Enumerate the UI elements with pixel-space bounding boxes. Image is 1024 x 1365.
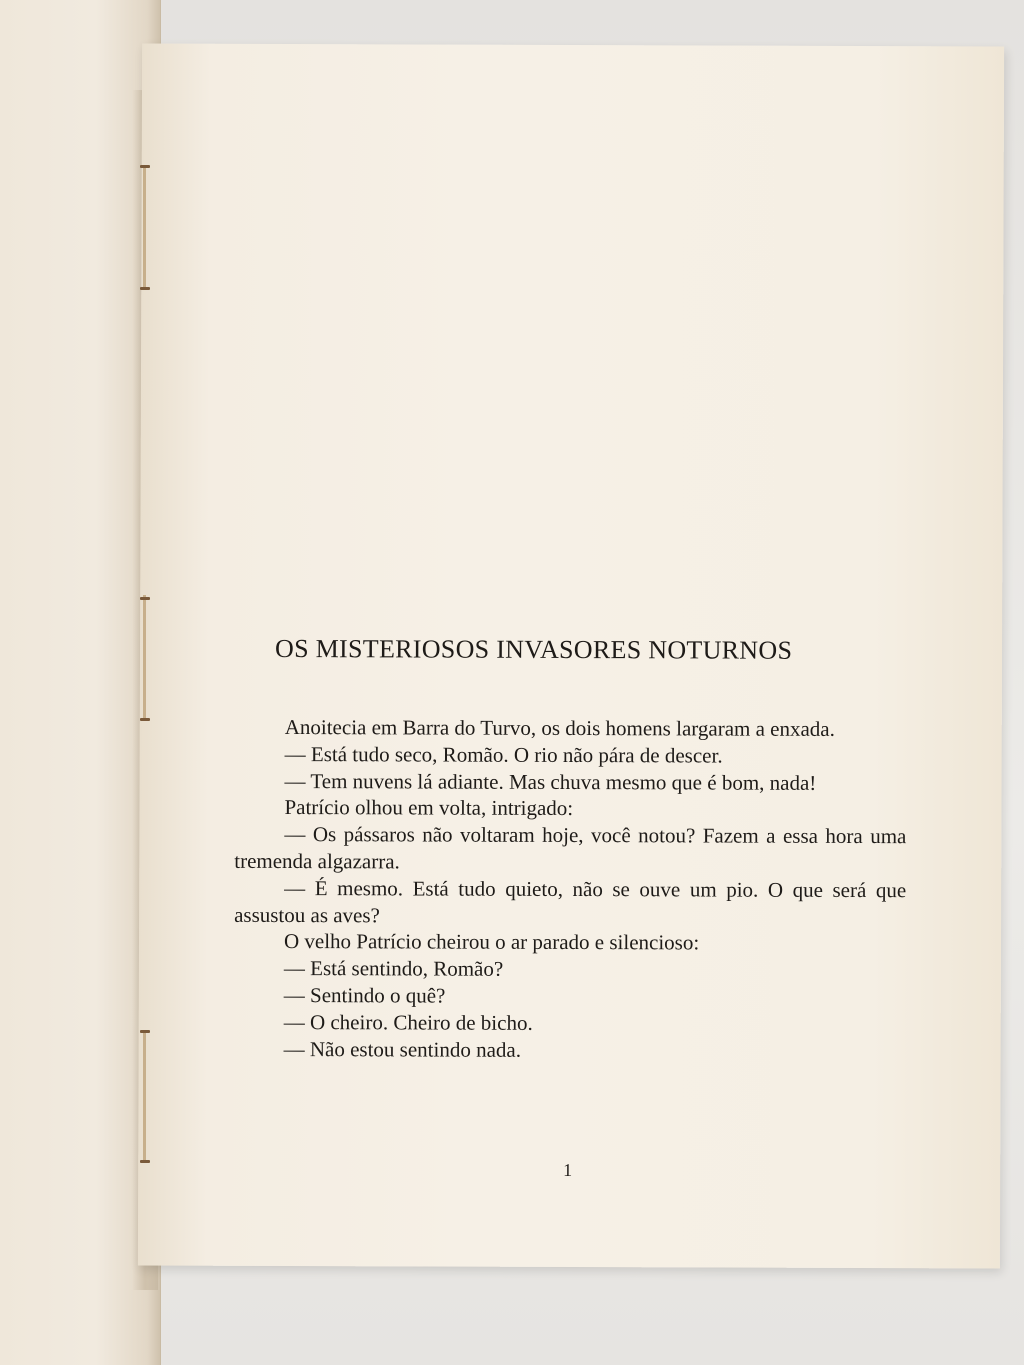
chapter-text [234,714,907,1065]
text-paragraph: — Tem nuvens lá adiante. Mas chuva mesmo que é bom, nada! [284,768,817,795]
binding-thread [143,595,146,720]
text-paragraph: — Sentindo o quê? [283,982,446,1008]
text-paragraph: Patrício olhou em volta, intrigado: [284,795,574,821]
show-through-text [252,164,952,166]
text-paragraph: — O cheiro. Cheiro de bicho. [283,1009,533,1035]
binding-thread [143,165,146,290]
text-paragraph: — Não estou sentindo nada. [283,1036,522,1062]
text-paragraph: O velho Patrício cheirou o ar parado e silencioso: [283,929,700,955]
binding-stitch [140,1160,150,1163]
binding-stitch [140,597,150,600]
text-paragraph: — Os pássaros não voltaram hoje, você notou? Fazem a essa hora uma tremenda algazarra. [234,822,907,874]
page-number: 1 [563,1159,573,1181]
page-content [234,634,907,1065]
chapter-title: OS MISTERIOSOS INVASORES NOTURNOS [274,633,793,665]
binding-stitch [140,1030,150,1033]
text-paragraph: — Está sentindo, Romão? [283,956,504,981]
text-paragraph: Anoitecia em Barra do Turvo, os dois homens largaram a enxada. [284,715,835,741]
book-page [138,43,1004,1268]
text-paragraph: — É mesmo. Está tudo quieto, não se ouve um pio. O que será que assustou as aves? [234,875,907,927]
binding-stitch [140,718,150,721]
text-paragraph: — Está tudo seco, Romão. O rio não pára de descer. [284,741,723,768]
binding-thread [143,1030,146,1160]
binding-stitch [140,165,150,168]
binding-stitch [140,287,150,290]
